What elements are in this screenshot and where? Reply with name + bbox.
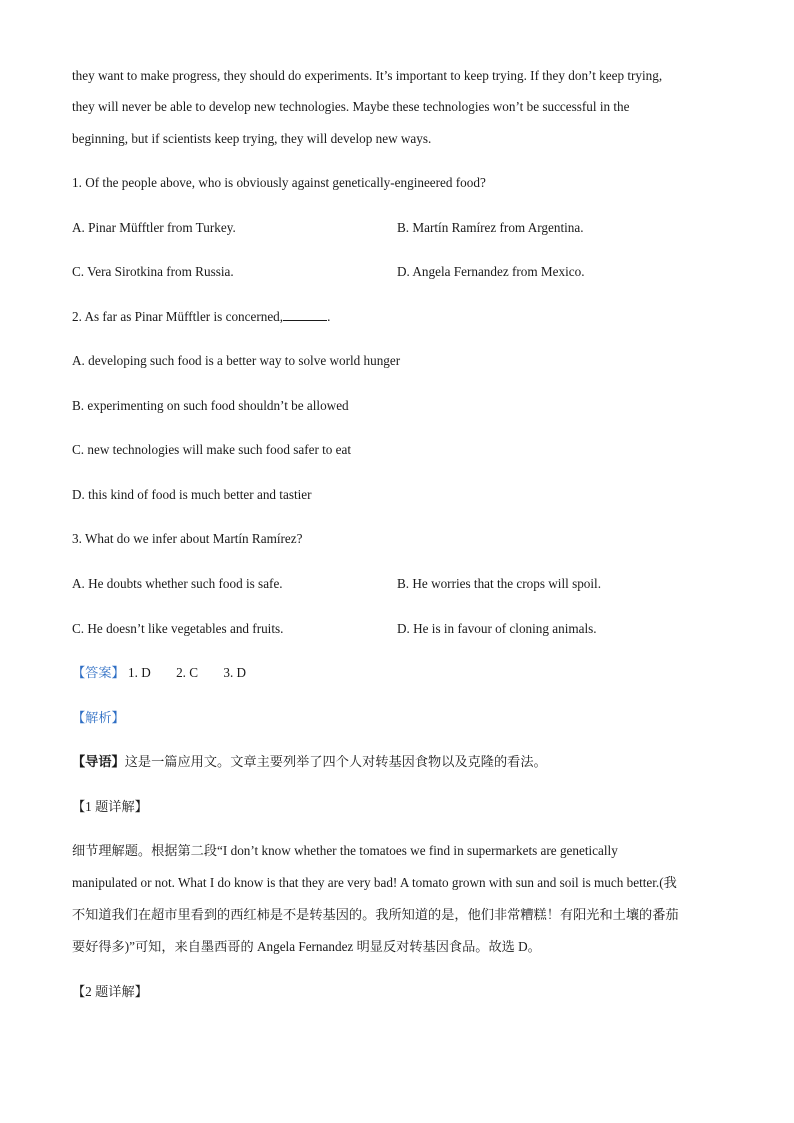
answer-tag: 【答案】 [72,665,125,680]
question-2-option-d: D. this kind of food is much better and tastier [72,487,312,502]
question-2-option-b: B. experimenting on such food shouldn’t be allowed [72,398,349,413]
answer-item: 3. D [223,665,247,680]
intro-tag: 【导语】 [72,754,125,769]
question-2-option-c: C. new technologies will make such food safer to eat [72,442,352,457]
question-2-stem: 2. As far as Pinar Müfftler is concerned, [72,309,284,324]
question-3-stem: 3. What do we infer about Martín Ramírez? [72,531,303,546]
detail-1-line: 细节理解题。根据第二段“I don’t know whether the tomatoes we find in supermarkets are genetically [72,843,618,858]
detail-2-heading: 【2 题详解】 [72,984,148,999]
question-1-option-c: C. Vera Sirotkina from Russia. [72,264,234,279]
detail-1-line: 要好得多)”可知，来自墨西哥的 Angela Fernandez 明显反对转基因食品。故选 D。 [72,939,541,954]
intro-text: 这是一篇应用文。文章主要列举了四个人对转基因食物以及克隆的看法。 [124,754,547,769]
passage-line: beginning, but if scientists keep trying, they will develop new ways. [72,131,432,146]
passage-line: they will never be able to develop new technologies. Maybe these technologies won’t be successful in the [72,99,630,114]
question-3-option-c: C. He doesn’t like vegetables and fruits. [72,621,284,636]
question-3-option-b: B. He worries that the crops will spoil. [397,576,602,591]
detail-1-heading: 【1 题详解】 [72,799,148,814]
passage-line: they want to make progress, they should do experiments. It’s important to keep trying. If they don’t keep trying, [72,68,663,83]
detail-1-line: manipulated or not. What I do know is that they are very bad! A tomato grown with sun and soil is much better.(我 [72,875,677,890]
question-3-option-d: D. He is in favour of cloning animals. [397,621,597,636]
answer-blank [283,308,327,321]
answer-line [72,664,246,682]
answer-item: 1. D [128,665,151,680]
intro-line [72,753,547,771]
answer-item: 2. C [176,665,199,680]
analysis-tag: 【解析】 [72,710,125,725]
question-2-option-a: A. developing such food is a better way to solve world hunger [72,353,401,368]
question-1-option-d: D. Angela Fernandez from Mexico. [397,264,585,279]
detail-1-line: 不知道我们在超市里看到的西红柿是不是转基因的。我所知道的是，他们非常糟糕！有阳光和土壤的番茄 [72,907,679,922]
question-3-option-a: A. He doubts whether such food is safe. [72,576,283,591]
question-1-option-a: A. Pinar Müfftler from Turkey. [72,220,236,235]
question-1-option-b: B. Martín Ramírez from Argentina. [397,220,584,235]
question-2-stem-line: 2. As far as Pinar Müfftler is concerned, . [72,309,331,324]
question-1-stem: 1. Of the people above, who is obviously against genetically-engineered food? [72,175,486,190]
